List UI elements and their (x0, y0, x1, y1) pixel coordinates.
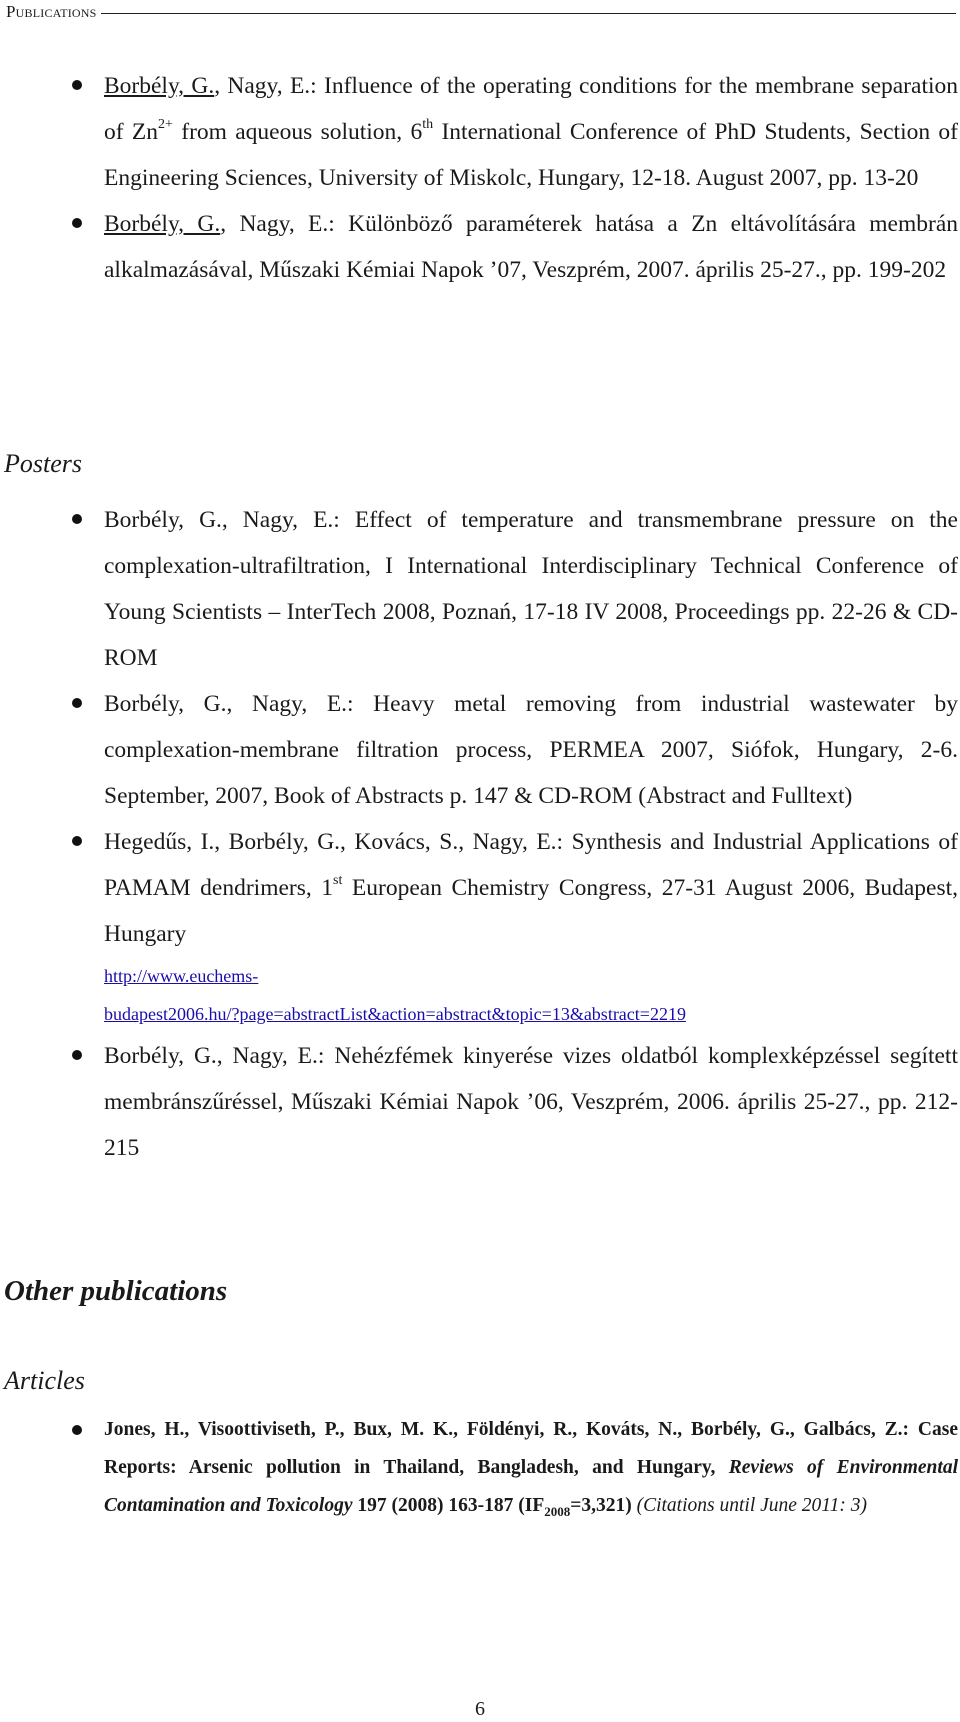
posters-list-block (0, 497, 960, 1171)
articles-heading: Articles (4, 1366, 85, 1395)
posters-list (0, 497, 960, 1171)
impact-factor: =3,321) (570, 1495, 632, 1516)
superscript: st (333, 873, 343, 889)
abstract-link[interactable]: http://www.euchems- (104, 966, 259, 986)
articles-list-block (0, 1411, 960, 1525)
authors: Borbély, G., Nagy, E.: (104, 691, 374, 717)
header-rule (101, 13, 956, 14)
publication-item (0, 819, 960, 1033)
authors: Borbély, G., Nagy, E.: (104, 507, 355, 533)
article-citation: Jones, H., Visoottiviseth, P., Bux, M. K., Földényi, R., Kováts, N., Borbély, G., Galbács, Z.: Case Reports: Arsenic pollution in Thailand, Bangladesh, and Hungary, (104, 1419, 958, 1478)
citations-note: (Citations until June 2011: 3) (631, 1495, 867, 1516)
bullet-icon (72, 80, 82, 90)
bullet-icon (72, 836, 82, 846)
abstract-link[interactable]: budapest2006.hu/?page=abstractList&action=abstract&topic=13&abstract=2219 (104, 1004, 686, 1024)
publication-text: Synthesis and Industrial Applications of PAMAM dendrimers, 1 (104, 829, 959, 901)
superscript: th (422, 117, 434, 133)
running-header (6, 2, 956, 22)
publication-item (0, 1411, 960, 1525)
publication-item (0, 497, 960, 681)
conference-list-block (0, 63, 960, 293)
publication-text: Nehézfémek kinyerése vizes oldatból komplexképzéssel segített membránszűréssel, Műszaki Kémiai Napok ’06, Veszprém, 2006. április 25-27., pp. 212-215 (104, 1043, 958, 1161)
bullet-icon (72, 514, 82, 524)
authors: Borbély, G., Nagy, E.: (104, 1043, 335, 1069)
impact-factor-year: 2008 (544, 1503, 571, 1519)
conference-list (0, 63, 960, 293)
other-publications-heading: Other publications (4, 1275, 228, 1307)
posters-heading: Posters (4, 449, 82, 478)
bullet-icon (72, 218, 82, 228)
bullet-icon (72, 1425, 82, 1435)
publication-item (0, 1033, 960, 1171)
superscript: 2+ (158, 117, 173, 133)
publication-text: European Chemistry Congress, 27-31 August 2006, Budapest, Hungary (104, 875, 958, 947)
bullet-icon (72, 698, 82, 708)
authors: , Nagy, E.: (214, 73, 325, 99)
author-highlight: Borbély, G. (104, 73, 215, 99)
publication-text: Heavy metal removing from industrial wastewater by complexation-membrane filtration process, PERMEA 2007, Siófok, Hungary, 2-6. September, 2007, Book of Abstracts p. 147 & CD-ROM (Abstract and Fulltext) (104, 691, 958, 809)
bullet-icon (72, 1050, 82, 1060)
publication-item (0, 201, 960, 293)
authors: Hegedűs, I., Borbély, G., Kovács, S., Nagy, E.: (104, 829, 572, 855)
publication-text: Effect of temperature and transmembrane pressure on the complexation-ultrafiltration, I International Interdisciplinary Technical Conference of Young Scientists – InterTech 2008, Poznań, 17-18 IV 2008, Proceedings pp. 22-26 & CD-ROM (104, 507, 958, 671)
author-highlight: Borbély, G. (104, 211, 221, 237)
publication-text: Különböző paraméterek hatása a Zn eltávolítására membrán alkalmazásával, Műszaki Kémiai Napok ’07, Veszprém, 2007. április 25-27., pp. 199-202 (104, 211, 958, 283)
running-header-title: Publications (6, 2, 97, 21)
publication-text: International Conference of PhD Students, Section of Engineering Sciences, University of Miskolc, Hungary, 12-18. August 2007, pp. 13-20 (104, 119, 958, 191)
publication-item (0, 63, 960, 201)
articles-list (0, 1411, 960, 1525)
publication-item (0, 681, 960, 819)
publication-text: Influence of the operating conditions for the membrane separation of Zn (104, 73, 958, 145)
authors: , Nagy, E.: (220, 211, 349, 237)
article-volume: 197 (2008) 163-187 (IF (352, 1495, 545, 1516)
publication-text: from aqueous solution, 6 (172, 119, 423, 145)
page-number: 6 (475, 1698, 485, 1720)
journal-title: Reviews of Environmental Contamination and Toxicology (104, 1457, 958, 1516)
